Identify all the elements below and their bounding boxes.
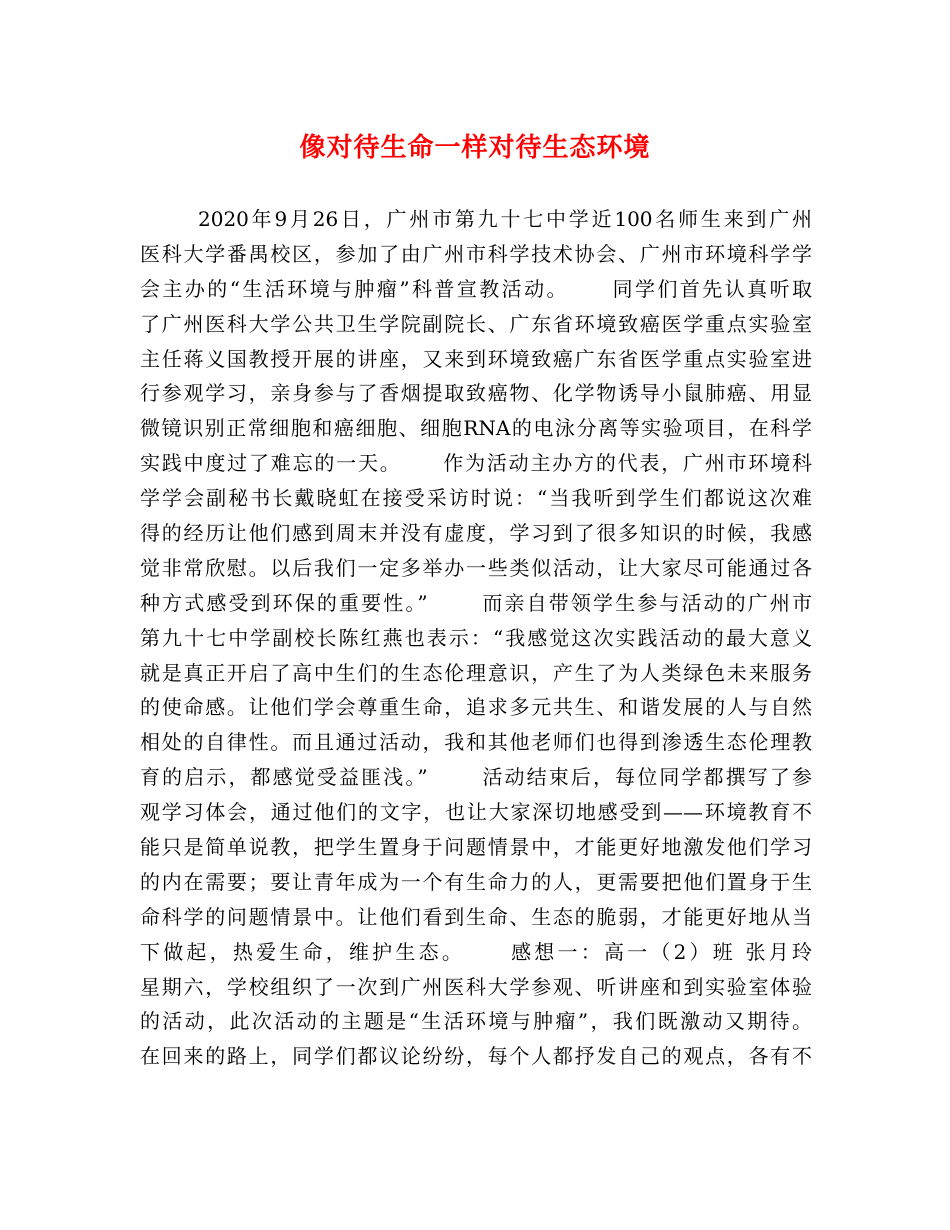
- document-body: [140, 202, 812, 1074]
- body-line: 星期六，学校组织了一次到广州医科大学参观、听讲座和到实验室体验: [140, 974, 812, 999]
- body-line: 微镜识别正常细胞和癌细胞、细胞RNA的电泳分离等实验项目，在科学: [140, 416, 812, 441]
- body-line: 主任蒋义国教授开展的讲座，又来到环境致癌广东省医学重点实验室进: [140, 346, 812, 371]
- body-line: 相处的自律性。而且通过活动，我和其他老师们也得到渗透生态伦理教: [140, 730, 812, 755]
- body-line: 行参观学习，亲身参与了香烟提取致癌物、化学物诱导小鼠肺癌、用显: [140, 381, 812, 406]
- body-line: 的使命感。让他们学会尊重生命，追求多元共生、和谐发展的人与自然: [140, 695, 812, 720]
- body-line: 2020年9月26日，广州市第九十七中学近100名师生来到广州: [198, 207, 812, 231]
- document-title: 像对待生命一样对待生态环境: [299, 133, 651, 163]
- body-line: 的活动，此次活动的主题是“生活环境与肿瘤”，我们既激动又期待。: [140, 1009, 812, 1034]
- body-line: 就是真正开启了高中生们的生态伦理意识，产生了为人类绿色未来服务: [140, 660, 812, 685]
- body-line: 学学会副秘书长戴晓虹在接受采访时说：“当我听到学生们都说这次难: [140, 486, 812, 511]
- body-line: 观学习体会，通过他们的文字，也让大家深切地感受到——环境教育不: [140, 800, 812, 825]
- body-line: 在回来的路上，同学们都议论纷纷，每个人都抒发自己的观点，各有不: [140, 1044, 812, 1069]
- body-line: 得的经历让他们感到周末并没有虚度，学习到了很多知识的时候，我感: [140, 521, 812, 546]
- body-line: 第九十七中学副校长陈红燕也表示：“我感觉这次实践活动的最大意义: [140, 625, 812, 650]
- body-line: 种方式感受到环保的重要性。” 而亲自带领学生参与活动的广州市: [140, 590, 812, 615]
- body-line: 会主办的“生活环境与肿瘤”科普宣教活动。 同学们首先认真听取: [140, 276, 812, 301]
- body-line: 命科学的问题情景中。让他们看到生命、生态的脆弱，才能更好地从当: [140, 904, 812, 929]
- body-line: 下做起，热爱生命，维护生态。 感想一：高一（2）班 张月玲: [140, 939, 812, 964]
- body-line: 了广州医科大学公共卫生学院副院长、广东省环境致癌医学重点实验室: [140, 311, 812, 336]
- body-line: 觉非常欣慰。以后我们一定多举办一些类似活动，让大家尽可能通过各: [140, 555, 812, 580]
- body-line: 实践中度过了难忘的一天。 作为活动主办方的代表，广州市环境科: [140, 451, 812, 476]
- body-line: 的内在需要；要让青年成为一个有生命力的人，更需要把他们置身于生: [140, 869, 812, 894]
- body-line: 医科大学番禺校区，参加了由广州市科学技术协会、广州市环境科学学: [140, 241, 812, 266]
- body-line: 育的启示，都感觉受益匪浅。” 活动结束后，每位同学都撰写了参: [140, 765, 812, 790]
- body-line: 能只是简单说教，把学生置身于问题情景中，才能更好地激发他们学习: [140, 835, 812, 860]
